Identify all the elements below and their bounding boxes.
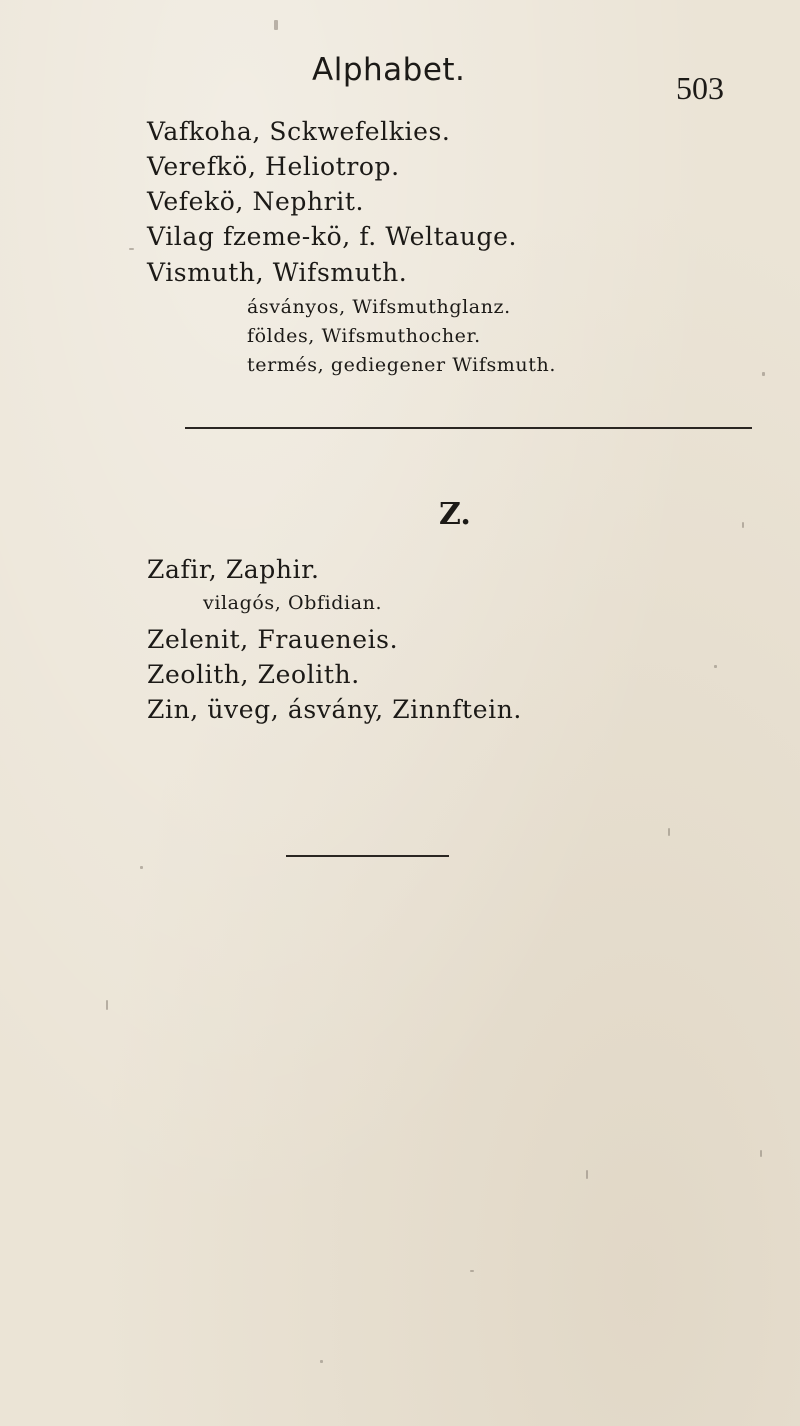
subentry-asvanyos: ásványos, Wifsmuthglanz. xyxy=(247,296,511,318)
page-number: 503 xyxy=(676,70,724,106)
running-header: Alphabet. xyxy=(312,52,466,88)
entry-zin: Zin, üveg, ásvány, Zinnftein. xyxy=(147,695,522,724)
paper-speck xyxy=(668,828,670,836)
paper-speck xyxy=(762,372,765,376)
entry-verefko: Verefkö, Heliotrop. xyxy=(147,152,400,181)
paper-speck xyxy=(140,866,143,869)
paper-speck xyxy=(274,20,278,30)
subentry-vilagos: vilagós, Obfidian. xyxy=(203,592,383,614)
end-rule xyxy=(286,855,449,857)
entry-zafir: Zafir, Zaphir. xyxy=(147,555,320,584)
section-heading-z: Z. xyxy=(439,497,471,532)
paper-speck xyxy=(106,1000,108,1010)
entry-zeolith: Zeolith, Zeolith. xyxy=(147,660,360,689)
subentry-foldes: földes, Wifsmuthocher. xyxy=(247,325,481,347)
paper-speck xyxy=(760,1150,762,1157)
section-divider-rule xyxy=(185,427,752,429)
entry-vilag-fzeme-ko: Vilag fzeme-kö, f. Weltauge. xyxy=(147,222,518,251)
paper-speck xyxy=(320,1360,323,1363)
subentry-termes: termés, gediegener Wifsmuth. xyxy=(247,354,556,376)
paper-speck xyxy=(714,665,717,668)
entry-zelenit: Zelenit, Fraueneis. xyxy=(147,625,399,654)
paper-speck xyxy=(129,248,134,250)
paper-speck xyxy=(742,522,744,528)
entry-vefeko: Vefekö, Nephrit. xyxy=(147,187,365,216)
paper-speck xyxy=(470,1270,474,1272)
paper-speck xyxy=(586,1170,588,1179)
entry-vafkoha: Vafkoha, Sckwefelkies. xyxy=(147,117,451,146)
entry-vismuth: Vismuth, Wifsmuth. xyxy=(147,258,408,287)
